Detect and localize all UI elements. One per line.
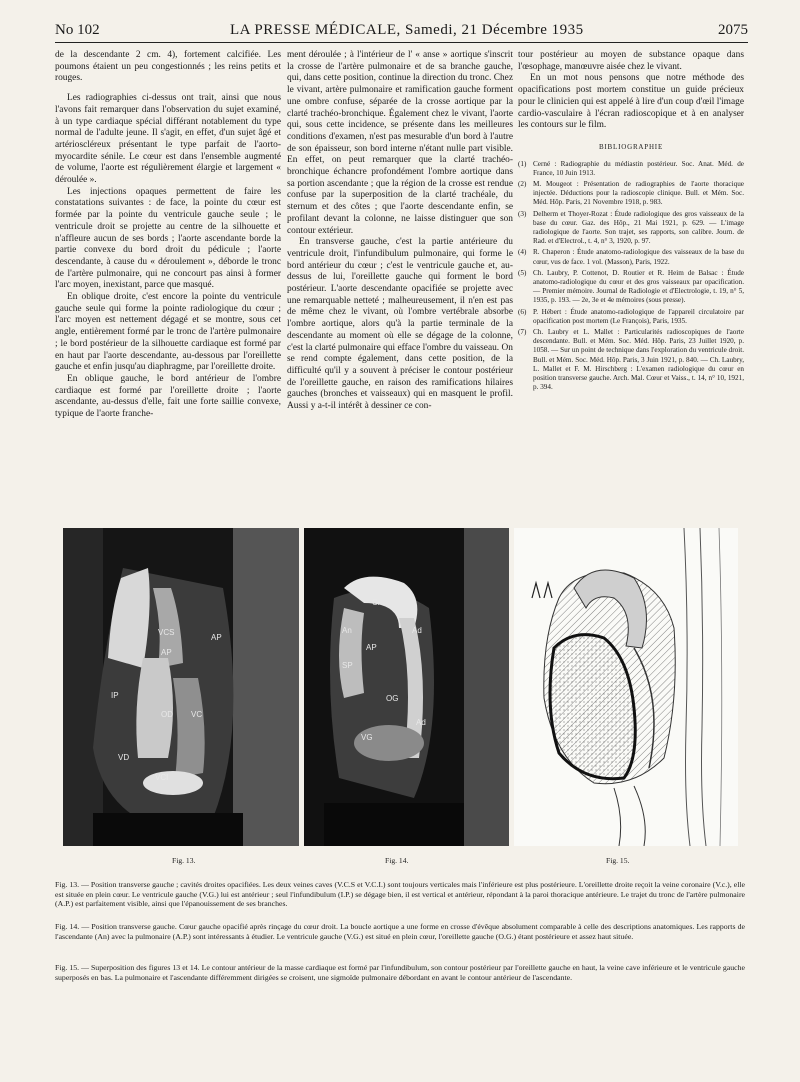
figure-15-drawing — [514, 528, 738, 846]
label-ap-upper: AP — [211, 633, 222, 642]
text-column-1 — [55, 50, 281, 421]
paragraph: En un mot nous pensons que notre méthode des opacifications post mortem constitue un guide précieux pour le clinicien qui est appelé à lire d'un coup d'œil l'image cardio-vasculaire à l'écran radioscopique et à en analyser les contours sur le film. — [518, 73, 744, 131]
bibliography-title: BIBLIOGRAPHIE — [598, 142, 664, 151]
issue-number: No 102 — [55, 22, 100, 38]
bibliography-list — [518, 160, 744, 393]
page-header — [55, 22, 748, 43]
figure-13-label: Fig. 13. — [172, 856, 196, 865]
paragraph: En oblique droite, c'est encore la pointe du ventricule gauche seule qui forme la pointe radiologique du cœur ; l'arc moyen est nettement dégagé et se montre, sous cet angle, entièrement formé par le tronc de l'artère pulmonaire ; le bord postérieur de la silhouette cardiaque est formé par en haut par l'aorte descendante, au-dessous par l'oreillette gauche et enfin jusqu'au diaphragme, par l'oreillette droite. — [55, 292, 281, 373]
paragraph: Les radiographies ci-dessus ont trait, ainsi que nous l'avons fait remarquer dans l'observation du sujet examiné, à un type cardiaque spécial différant notablement du type normal de l'adulte jeune. Il s'agit, en effet, d'un sujet âgé et artérioscléreux présentant le type parfait de l'aorto-myocardite sénile. Le cœur est dans l'ensemble augmenté de volume, l'aorte est régulièrement élargie et largement « déroulée ». — [55, 93, 281, 186]
paragraph: ment déroulée ; à l'intérieur de l' « anse » aortique s'inscrit la crosse de l'artère pulmonaire et de sa branche gauche, qui, dans cette position, continue la direction du tronc. Chez le vivant, artère pulmonaire et ramification gauche forment une ombre confuse, séparée de la crosse aortique par la clarté trachéo-bronchique. Également chez le vivant, l'aorte qui, sous cette incidence, se présente dans les meilleures conditions d'examen, n'est pas mesurable d'un bord à l'autre de son épaisseur, son bord interne n'étant nulle part visible. En effet, on peut remarquer que la clarté trachéo-bronchique échancre profondément l'ombre aortique dans sa portion ascendante ; que la région de la crosse est rendue confuse par la superposition de la clarté trachéale, du sternum et des côtes ; que l'aorte descendante enfin, se profilant devant la colonne, ne laisse distinguer que son contour extérieur. — [287, 50, 513, 236]
label-ap: AP — [161, 648, 172, 657]
issue-date: Samedi, 21 Décembre 1935 — [405, 22, 584, 38]
label-od: OD — [161, 710, 173, 719]
paragraph: En oblique gauche, le bord antérieur de l'ombre cardiaque est formé par l'oreillette droite ; l'aorte ascendante, au-dessus d'elle, fait une forte saillie convexe, typique de l'aorte franche- — [55, 373, 281, 420]
label-ad: Ad — [412, 626, 422, 635]
label-ip: IP — [111, 691, 119, 700]
figure-13-radiograph — [63, 528, 299, 846]
text-column-2 — [287, 50, 513, 413]
label-vd: VD — [118, 753, 130, 762]
bibliography-entry: (5) Ch. Laubry, P. Cottenot, D. Routier et R. Heim de Balsac : Étude anatomo-radiologique du cœur et des gros vaisseaux par opacification. — Premier mémoire. Journal de Radiologie et d'Electrologie, t. 19, n° 5, 1935, p. 193. — 2e, 3e et 4e mémoires (sous presse). — [518, 268, 744, 305]
label-an: An — [342, 626, 352, 635]
bibliography-entry: (2) M. Mougeot : Présentation de radiographies de l'aorte thoracique injectée. Déductions pour la radioscopie clinique. Bull. et Mém. Soc. Méd. Hôp. Paris, 21 Novembre 1918, p. 983. — [518, 180, 744, 207]
figure-14-label: Fig. 14. — [385, 856, 409, 865]
paragraph: En transverse gauche, c'est la partie antérieure du ventricule droit, l'infundibulum pulmonaire, qui forme le bord antérieur du cœur ; c'est le ventricule gauche et, au-dessus de lui, l'oreillette gauche qui forment le bord postérieur. L'aorte descendante opacifiée se projette avec une remarquable netteté ; malheureusement, il n'en est pas de même chez le vivant, où l'ombre vertébrale absorbe l'ombre aortique, alors qu'à la partie terminale de la descendante au moment où elle se dégage de la colonne, c'est la clarté pulmonaire qui efface l'ombre du vaisseau. On se rend compte également, dans cette position, de la difficulté qu'il y a souvent à préciser le contour postérieur de l'oreillette gauche, en raison des ramifications hilaires gauches (bronches et vaisseaux) qui en masquent le profil. Aussi y a-t-il intérêt à dessiner ce con- — [287, 237, 513, 412]
text-column-3 — [518, 50, 744, 395]
paragraph: de la descendante 2 cm. 4), fortement calcifiée. Les poumons étaient un peu congestionnés ; les reins petits et rouges. — [55, 50, 281, 84]
bibliography-entry: (3) Delherm et Thoyer-Rozat : Étude radiologique des gros vaisseaux de la base du cœur. Gaz. des Hôp., 21 Mai 1921, p. 629. — L'image radiologique de l'aorte. Son trajet, ses rapports, son calibre. Journ. de Rad. et d'Electrol., t. 4, n° 3, 1920, p. 97. — [518, 209, 744, 246]
label-vc: VC — [191, 710, 203, 719]
figure-14-radiograph — [304, 528, 509, 846]
label-ap: AP — [366, 643, 377, 652]
superposition-diagram — [514, 528, 738, 846]
bibliography-entry: (6) P. Hébert : Étude anatomo-radiologique de l'appareil circulatoire par opacification post mortem (Le François), Paris, 1935. — [518, 307, 744, 325]
label-ad-lower: Ad — [416, 718, 426, 727]
radiograph-13-image — [63, 528, 299, 846]
bibliography-entry: (1) Cerné : Radiographie du médiastin postérieur. Soc. Anat. Méd. de France, 10 Juin 1913. — [518, 159, 744, 177]
figure-15-label: Fig. 15. — [606, 856, 630, 865]
bibliography-entry: (7) Ch. Laubry et L. Mallet : Particularités radioscopiques de l'aorte descendante. Bull. et Mém. Soc. Méd. Hôp. Paris, 23 Juillet 1920, p. 1058. — Sur un point de technique dans l'exploration du ventricule droit. Bull. et Mém. Soc. Méd. Hôp. Paris, 3 Juin 1921, p. 840. — Ch. Laubry, L. Mallet et F. M. Hirschberg : L'examen radiologique du cœur en position transverse gauche. Arch. Mal. Cœur et Vaiss., t. 14, n° 10, 1921, p. 394. — [518, 328, 744, 392]
figure-13-caption: Fig. 13. — Position transverse gauche ; cavités droites opacifiées. Les deux veines caves (V.C.S et V.C.I.) sont toujours verticales mais l'inférieure est plus postérieure. L'oreillette droite reçoit la veine coronaire (V.c.), elle est située en plein cœur. Le ventricule gauche (V.G.) lui est antérieur ; seul l'infundibulum (I.P.) se dégage bien, il est vertical et antérieur, répondant à la paroi thoracique antérieure. Le trajet du tronc de l'artère pulmonaire (A.P.) est parfaitement visible, ainsi que l'épanouissement de ses branches. — [55, 880, 745, 909]
figure-15-caption: Fig. 15. — Superposition des figures 13 et 14. Le contour antérieur de la masse cardiaque est formé par l'infundibulum, son contour postérieur par l'oreillette gauche en haut, la veine cave inférieure et le ventricule gauche superposés en bas. La pulmonaire et l'ascendante différemment dirigées se croisent, une sigmoïde pulmonaire débordant en avant le contour antérieur de l'ascendante. — [55, 963, 745, 982]
page-number: 2075 — [718, 22, 748, 38]
bibliography-entry: (4) R. Chaperon : Étude anatomo-radiologique des vaisseaux de la base du cœur, vus de face. 1 vol. (Masson), Paris, 1922. — [518, 248, 744, 266]
label-vcs: VCS — [158, 628, 175, 637]
label-og: OG — [386, 694, 399, 703]
journal-title: LA PRESSE MÉDICALE, Samedi, 21 Décembre 1935 — [230, 22, 584, 38]
figure-14-caption: Fig. 14. — Position transverse gauche. Cœur gauche opacifié après rinçage du cœur droit. La boucle aortique a une forme en crosse d'évêque absolument comparable à celle des descriptions anatomiques. Les rapports de l'ascendante (An) avec la pulmonaire (A.P.) sont intéressants à étudier. Le ventricule gauche (V.G.) est situé en plein cœur, l'oreillette gauche (O.G.) étant postérieure et assez haut située. — [55, 922, 745, 941]
label-vg: VG — [361, 733, 373, 742]
paragraph: tour postérieur au moyen de substance opaque dans l'œsophage, manœuvre aisée chez le vivant. — [518, 50, 744, 72]
paragraph: Les injections opaques permettent de faire les constatations suivantes : de face, la pointe du cœur est formée par la pointe du ventricule gauche seule ; le ventricule droit se projette au centre de la silhouette et n'affleure aucun de ses bords ; l'aorte ascendante borde la partie convexe du bord droit du pédicule ; l'aorte descendante, à cause du « déroulement », déborde le tronc de l'artère pulmonaire, qui ne concourt pas ainsi à former l'arc moyen, inexistant, parce que masqué. — [55, 186, 281, 291]
label-sp: SP — [342, 661, 353, 670]
radiograph-14-image — [304, 528, 509, 846]
label-vci: VCI — [155, 773, 169, 782]
label-cr: Cr — [372, 598, 381, 607]
